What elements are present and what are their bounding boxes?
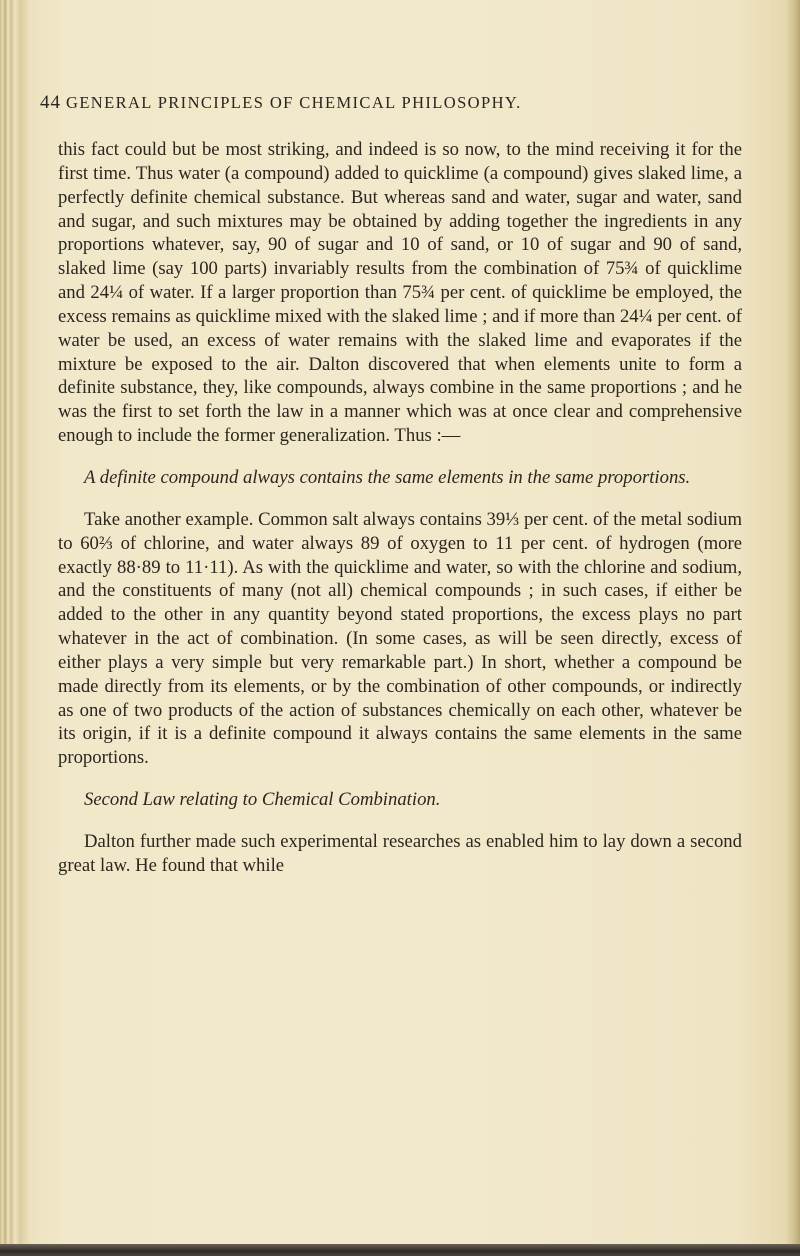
- page-edge: [786, 0, 800, 1256]
- law-statement: A definite compound always contains the same elements in the same proportions.: [84, 466, 691, 488]
- bottom-binding-strip: [0, 1244, 800, 1256]
- page-number: 44: [40, 92, 61, 113]
- running-head: GENERAL PRINCIPLES OF CHEMICAL PHILOSOPHY.: [66, 93, 522, 112]
- paragraph-1: this fact could but be most striking, and indeed is so now, to the mind receiving it for the first time. Thus water (a compound) added to quicklime (a compound) gives slaked lime, a perfectly definite chemical substance. But whereas sand and water, sugar and water, sand and sugar, and such mixtures may be obtained by adding together the ingredients in any proportions whatever, say, 90 of sugar and 10 of sand, or 10 of sugar and 90 of sand, slaked lime (say 100 parts) invariably results from the combination of 75¾ of quicklime and 24¼ of water. If a larger proportion than 75¾ per cent. of quicklime be employed, the excess remains as quicklime mixed with the slaked lime ; and if more than 24¼ per cent. of water be used, an excess of water remains with the slaked lime and evaporates if the mixture be exposed to the air. Dalton discovered that when elements unite to form a definite substance, they, like compounds, always combine in the same proportions ; and he was the first to set forth the law in a manner which was at once clear and comprehensive enough to include the former generalization. Thus :—: [58, 139, 742, 447]
- book-spine-shadow: [0, 0, 30, 1256]
- body-text: [58, 138, 742, 878]
- page-header: [40, 92, 760, 116]
- paragraph-3: Dalton further made such experimental researches as enabled him to lay down a second great law. He found that while: [58, 830, 742, 876]
- section-heading: Second Law relating to Chemical Combination.: [84, 789, 441, 811]
- paragraph-2: Take another example. Common salt always contains 39⅓ per cent. of the metal sodium to 60⅔ of chlorine, and water always 89 of oxygen to 11 per cent. of hydrogen (more exactly 88·89 to 11·11). As with the quicklime and water, so with the chlorine and sodium, and the constituents of many (not all) chemical compounds ; in such cases, if either be added to the other in any quantity beyond stated proportions, the excess plays no part whatever in the act of combination. (In some cases, as will be seen directly, excess of either plays a very simple but very remarkable part.) In short, whether a compound be made directly from its elements, or by the combination of other compounds, or indirectly as one of two products of the action of substances chemically on each other, whatever be its origin, if it is a definite compound it always contains the same elements in the same proportions.: [58, 508, 742, 769]
